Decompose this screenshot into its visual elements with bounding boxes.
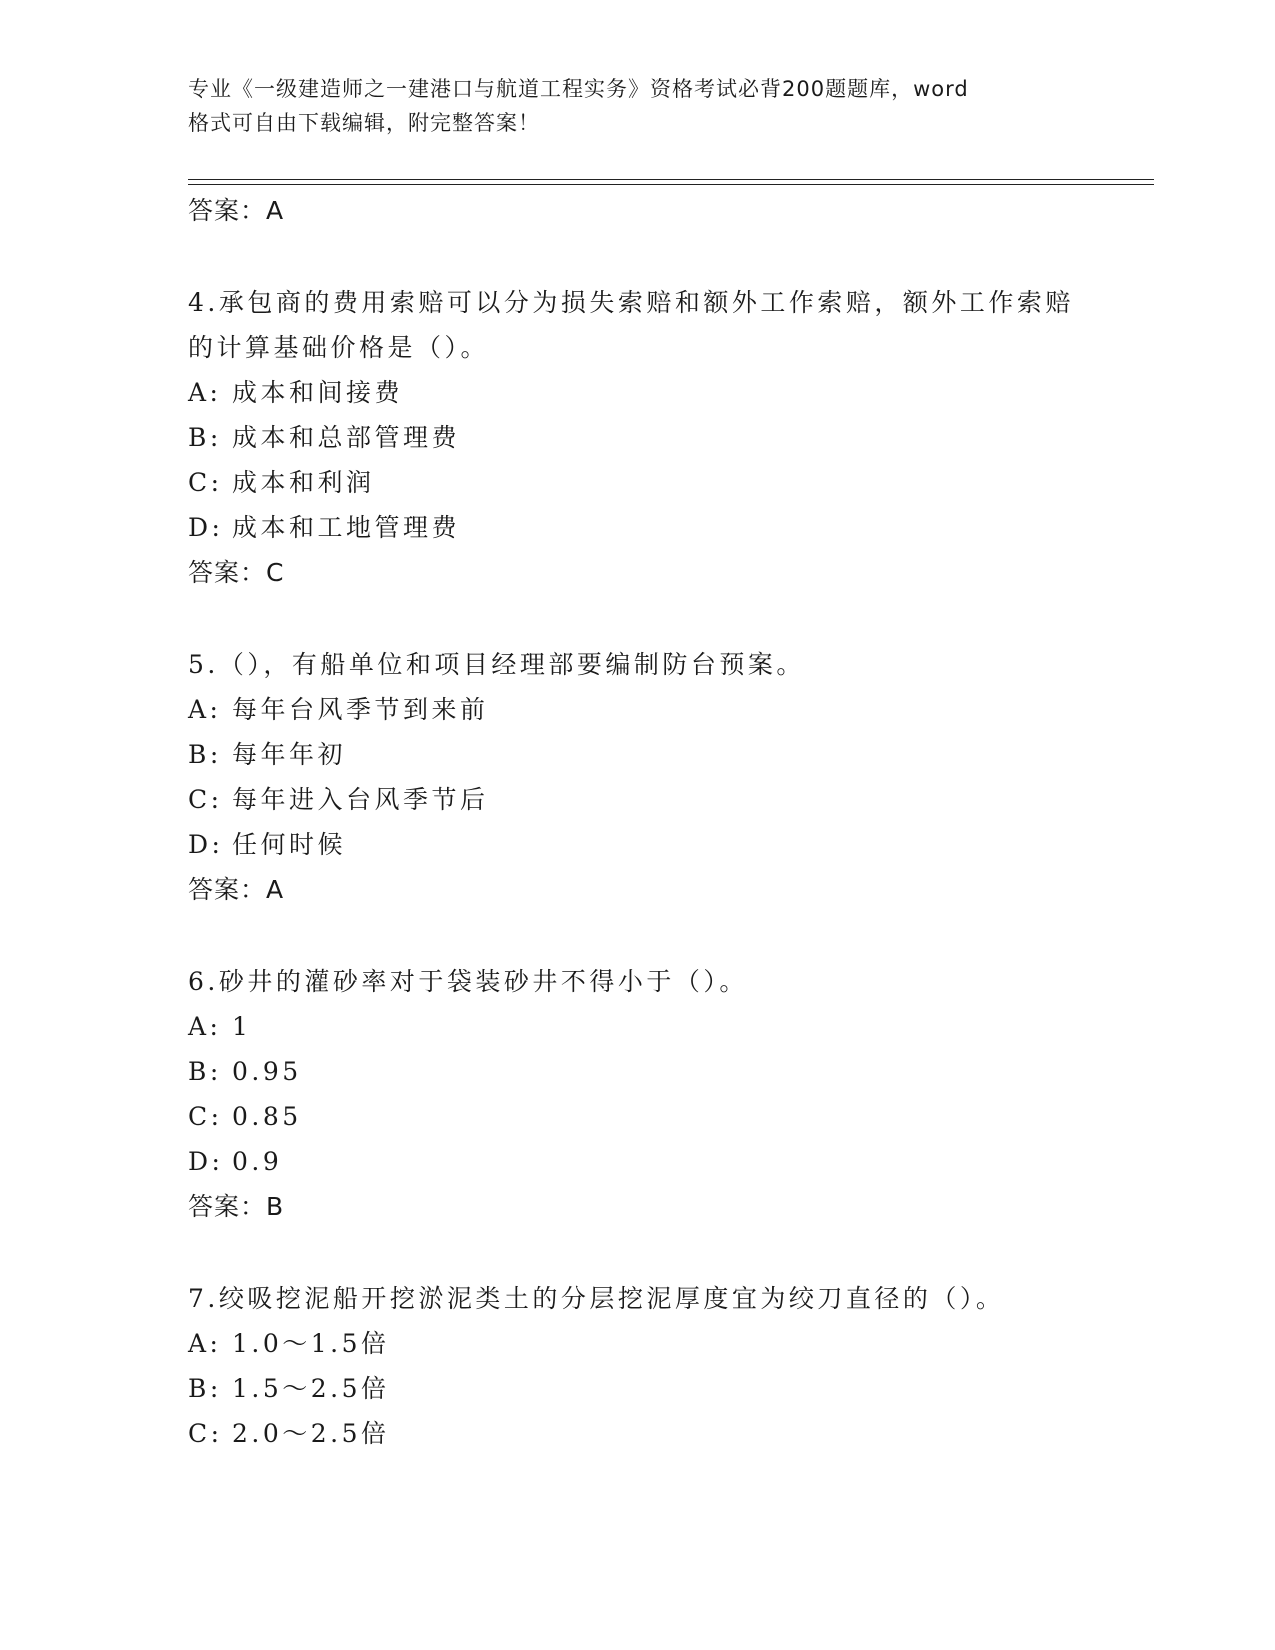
question-list (188, 188, 1088, 1456)
option-c (188, 460, 1088, 505)
option-text: 成本和总部管理费 (232, 423, 461, 452)
option-letter: B: (188, 1374, 222, 1403)
document-header (188, 72, 1068, 140)
option-text: 成本和工地管理费 (232, 513, 461, 542)
answer-line: 答案：A (188, 875, 285, 904)
option-text: 每年进入台风季节后 (232, 785, 489, 814)
option-b (188, 732, 1088, 777)
option-b (188, 415, 1088, 460)
option-letter: A: (188, 1012, 222, 1041)
question-6 (188, 959, 1088, 1230)
header-rule-bottom (188, 184, 1154, 185)
option-a (188, 1321, 1088, 1366)
option-text: 0.95 (232, 1057, 302, 1086)
option-c (188, 1094, 1088, 1139)
option-letter: B: (188, 740, 222, 769)
option-text: 1.0～1.5倍 (232, 1329, 390, 1358)
question-4 (188, 280, 1088, 596)
header-rule-top (188, 179, 1154, 180)
option-letter: A: (188, 1329, 222, 1358)
option-d (188, 505, 1088, 550)
option-letter: D: (188, 830, 224, 859)
question-7 (188, 1276, 1088, 1456)
option-letter: B: (188, 423, 222, 452)
option-text: 任何时候 (232, 830, 347, 859)
option-text: 1 (232, 1012, 252, 1041)
question-stem: 4.承包商的费用索赔可以分为损失索赔和额外工作索赔，额外工作索赔的计算基础价格是（）。 (188, 288, 1074, 362)
option-letter: C: (188, 1419, 223, 1448)
option-text: 成本和间接费 (232, 378, 404, 407)
option-text: 1.5～2.5倍 (232, 1374, 390, 1403)
option-letter: A: (188, 378, 222, 407)
answer-line: 答案：A (188, 196, 285, 225)
option-text: 成本和利润 (232, 468, 375, 497)
option-d (188, 1139, 1088, 1184)
header-line-2: 格式可自由下载编辑，附完整答案！ (188, 111, 540, 135)
option-letter: C: (188, 1102, 223, 1131)
option-letter: C: (188, 785, 223, 814)
question-stem: 6.砂井的灌砂率对于袋装砂井不得小于（）。 (188, 967, 748, 996)
option-letter: D: (188, 513, 224, 542)
question-5 (188, 642, 1088, 913)
header-line-1: 专业《一级建造师之一建港口与航道工程实务》资格考试必背200题题库，word (188, 77, 969, 101)
option-letter: D: (188, 1147, 224, 1176)
option-text: 每年年初 (232, 740, 347, 769)
option-text: 0.85 (232, 1102, 302, 1131)
option-d (188, 822, 1088, 867)
option-letter: C: (188, 468, 223, 497)
option-a (188, 687, 1088, 732)
question-stem: 7.绞吸挖泥船开挖淤泥类土的分层挖泥厚度宜为绞刀直径的（）。 (188, 1284, 1005, 1313)
option-b (188, 1366, 1088, 1411)
option-letter: B: (188, 1057, 222, 1086)
option-a (188, 1004, 1088, 1049)
answer-line: 答案：C (188, 558, 285, 587)
option-text: 每年台风季节到来前 (232, 695, 489, 724)
option-text: 0.9 (232, 1147, 283, 1176)
option-c (188, 777, 1088, 822)
option-text: 2.0～2.5倍 (232, 1419, 390, 1448)
question-stem: 5.（），有船单位和项目经理部要编制防台预案。 (188, 650, 805, 679)
option-b (188, 1049, 1088, 1094)
answer-line: 答案：B (188, 1192, 285, 1221)
option-letter: A: (188, 695, 222, 724)
option-c (188, 1411, 1088, 1456)
option-a (188, 370, 1088, 415)
